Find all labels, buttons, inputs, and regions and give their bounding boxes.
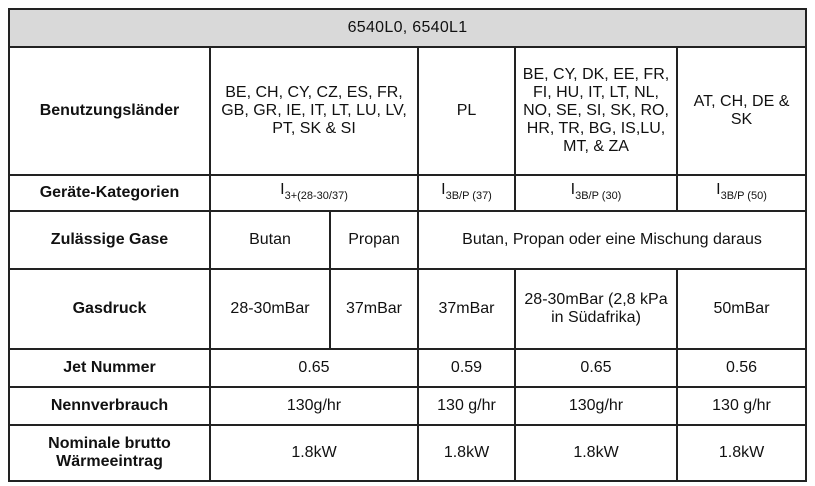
- heat-input-cell-1: 1.8kW: [210, 425, 418, 481]
- consumption-cell-2: 130 g/hr: [418, 387, 515, 425]
- heat-input-cell-4: 1.8kW: [677, 425, 806, 481]
- jet-cell-2: 0.59: [418, 349, 515, 387]
- category-code: 3B/P (30): [575, 190, 622, 202]
- table-row-gases: [9, 211, 806, 269]
- row-label-heat-input: Nominale brutto Wärmeeintrag: [9, 425, 210, 481]
- row-label-pressure: Gasdruck: [9, 269, 210, 349]
- category-symbol: I: [570, 181, 576, 198]
- gases-cell-propan: Propan: [330, 211, 418, 269]
- gases-cell-mix: Butan, Propan oder eine Mischung daraus: [418, 211, 806, 269]
- heat-input-cell-2: 1.8kW: [418, 425, 515, 481]
- heat-input-cell-3: 1.8kW: [515, 425, 677, 481]
- gases-cell-butan: Butan: [210, 211, 330, 269]
- category-symbol: I: [280, 181, 285, 198]
- table-row-countries: [9, 47, 806, 175]
- pressure-cell-2: 37mBar: [330, 269, 418, 349]
- row-label-gases: Zulässige Gase: [9, 211, 210, 269]
- table-row-heat-input: [9, 425, 806, 481]
- row-label-consumption: Nennverbrauch: [9, 387, 210, 425]
- category-code: 3+(28-30/37): [284, 190, 348, 202]
- consumption-cell-3: 130g/hr: [515, 387, 677, 425]
- jet-cell-4: 0.56: [677, 349, 806, 387]
- pressure-cell-5: 50mBar: [677, 269, 806, 349]
- countries-cell-4: AT, CH, DE & SK: [677, 47, 806, 175]
- category-code: 3B/P (50): [720, 190, 767, 202]
- pressure-cell-3: 37mBar: [418, 269, 515, 349]
- category-symbol: I: [716, 181, 721, 198]
- spec-table: [8, 8, 807, 482]
- category-symbol: I: [441, 181, 446, 198]
- row-label-categories: Geräte-Kategorien: [9, 175, 210, 211]
- countries-cell-3: BE, CY, DK, EE, FR, FI, HU, IT, LT, NL, NO, SE, SI, SK, RO, HR, TR, BG, IS,LU, MT, & ZA: [515, 47, 677, 175]
- category-code: 3B/P (37): [445, 190, 492, 202]
- pressure-cell-4: 28-30mBar (2,8 kPa in Südafrika): [515, 269, 677, 349]
- jet-cell-3: 0.65: [515, 349, 677, 387]
- category-cell-4: [677, 175, 806, 211]
- table-row-consumption: [9, 387, 806, 425]
- jet-cell-1: 0.65: [210, 349, 418, 387]
- countries-cell-1: BE, CH, CY, CZ, ES, FR, GB, GR, IE, IT, LT, LU, LV, PT, SK & SI: [210, 47, 418, 175]
- row-label-jet: Jet Nummer: [9, 349, 210, 387]
- row-label-countries: Benutzungsländer: [9, 47, 210, 175]
- consumption-cell-4: 130 g/hr: [677, 387, 806, 425]
- consumption-cell-1: 130g/hr: [210, 387, 418, 425]
- countries-cell-2: PL: [418, 47, 515, 175]
- category-cell-3: [515, 175, 677, 211]
- pressure-cell-1: 28-30mBar: [210, 269, 330, 349]
- table-row-jet: [9, 349, 806, 387]
- table-row-pressure: [9, 269, 806, 349]
- table-header-row: [9, 9, 806, 47]
- model-header: 6540L0, 6540L1: [9, 9, 806, 47]
- category-cell-1: [210, 175, 418, 211]
- category-cell-2: [418, 175, 515, 211]
- table-row-categories: [9, 175, 806, 211]
